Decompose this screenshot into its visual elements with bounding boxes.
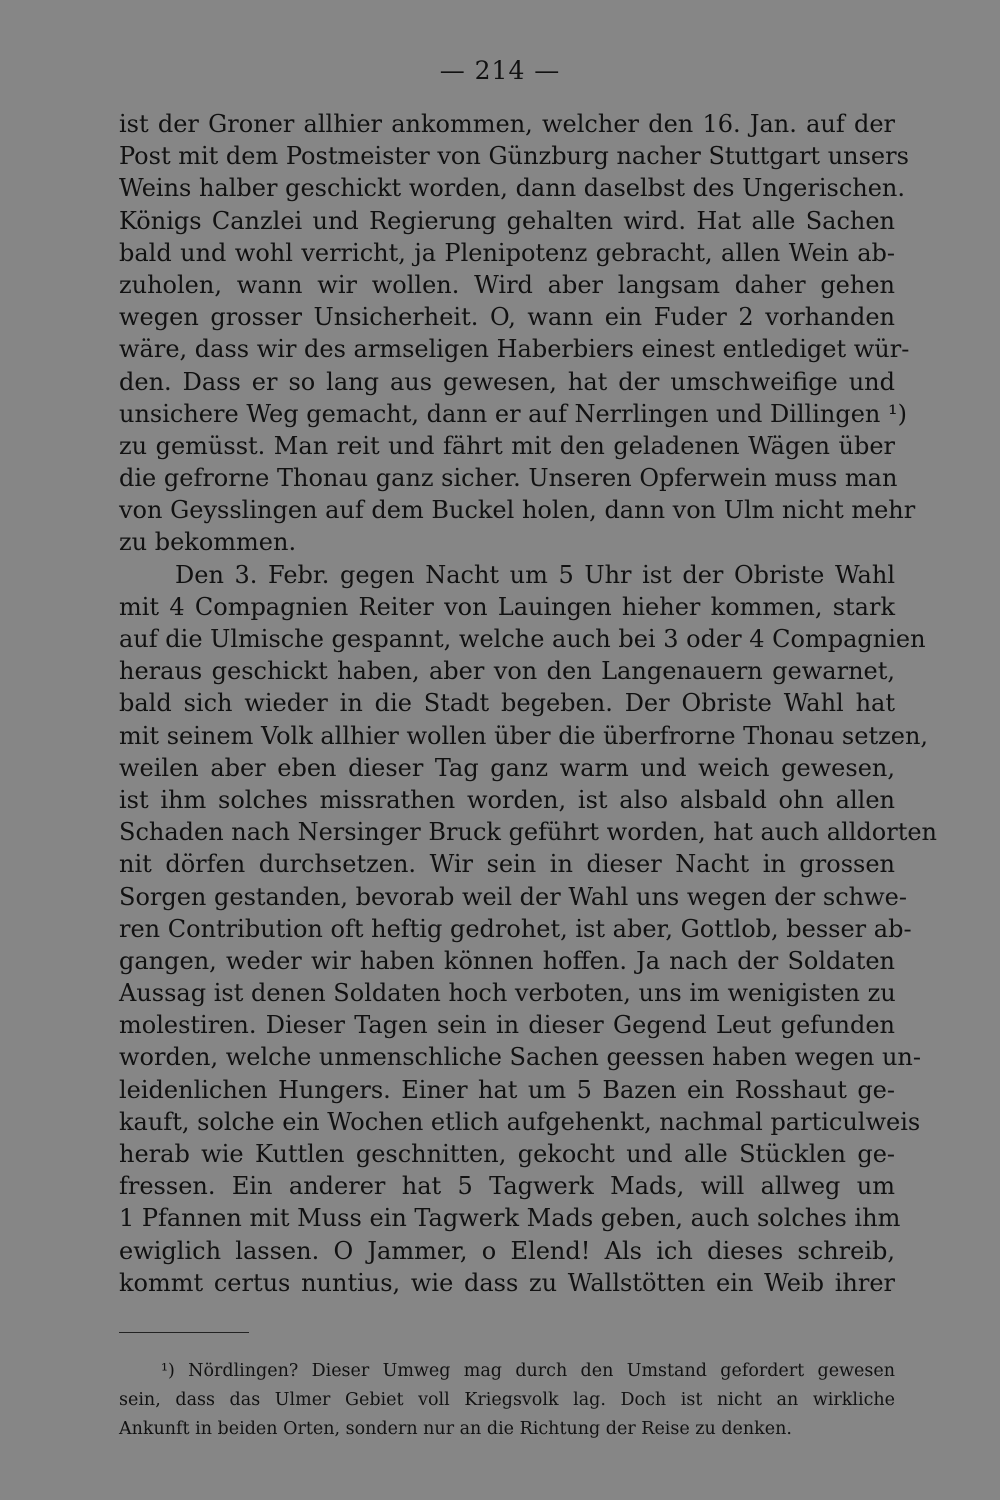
text-line: Schaden nach Nersinger Bruck geführt worden, hat auch alldorten (119, 818, 938, 847)
text-line: zu bekommen. (119, 528, 297, 557)
text-line: gangen, weder wir haben können hoffen. Ja nach der Soldaten (119, 946, 895, 975)
body-text (119, 108, 938, 1299)
text-line: Den 3. Febr. gegen Nacht um 5 Uhr ist der Obriste Wahl (175, 560, 895, 589)
text-line: ist der Groner allhier ankommen, welcher den 16. Jan. auf der (119, 110, 895, 138)
text-line: fressen. Ein anderer hat 5 Tagwerk Mads, will allweg um (119, 1172, 895, 1201)
text-line: weilen aber eben dieser Tag ganz warm und weich gewesen, (119, 753, 895, 782)
text-line: die gefrorne Thonau ganz sicher. Unseren Opferwein muss man (119, 464, 898, 493)
text-line: mit seinem Volk allhier wollen über die überfrorne Thonau setzen, (119, 721, 929, 750)
text-line: von Geysslingen auf dem Buckel holen, dann von Ulm nicht mehr (119, 496, 916, 525)
text-line: zuholen, wann wir wollen. Wird aber langsam daher gehen (119, 270, 895, 299)
text-line: wegen grosser Unsicherheit. O, wann ein Fuder 2 vorhanden (119, 303, 895, 332)
text-line: worden, welche unmenschliche Sachen geessen haben wegen un- (119, 1043, 921, 1072)
footnote-line: sein, dass das Ulmer Gebiet voll Kriegsvolk lag. Doch ist nicht an wirkliche (119, 1390, 895, 1410)
text-line: bald sich wieder in die Stadt begeben. Der Obriste Wahl hat (119, 689, 895, 718)
text-line: herab wie Kuttlen geschnitten, gekocht und alle Stücklen ge- (119, 1140, 895, 1168)
text-line: 1 Pfannen mit Muss ein Tagwerk Mads geben, auch solches ihm (119, 1204, 901, 1233)
text-line: mit 4 Compagnien Reiter von Lauingen hieher kommen, stark (119, 592, 895, 621)
text-line: unsichere Weg gemacht, dann er auf Nerrlingen und Dillingen ¹) (119, 399, 908, 428)
text-line: Königs Canzlei und Regierung gehalten wird. Hat alle Sachen (119, 206, 895, 235)
text-line: zu gemüsst. Man reit und fährt mit den geladenen Wägen über (119, 431, 895, 460)
text-line: Post mit dem Postmeister von Günzburg nacher Stuttgart unsers (119, 142, 909, 171)
text-line: Aussag ist denen Soldaten hoch verboten, uns im wenigisten zu (119, 979, 896, 1008)
text-line: ren Contribution oft heftig gedrohet, ist aber, Gottlob, besser ab- (119, 914, 912, 943)
text-line: den. Dass er so lang aus gewesen, hat der umschweifige und (119, 367, 895, 396)
page-number: — 214 — (439, 56, 561, 85)
text-line: auf die Ulmische gespannt, welche auch bei 3 oder 4 Compagnien (119, 625, 926, 653)
text-line: kommt certus nuntius, wie dass zu Wallstötten ein Weib ihrer (119, 1268, 895, 1297)
text-line: ist ihm solches missrathen worden, ist also alsbald ohn allen (119, 785, 895, 814)
text-line: ewiglich lassen. O Jammer, o Elend! Als ich dieses schreib, (119, 1236, 895, 1265)
text-line: leidenlichen Hungers. Einer hat um 5 Bazen ein Rosshaut ge- (119, 1075, 895, 1104)
text-line: nit dörfen durchsetzen. Wir sein in dieser Nacht in grossen (119, 850, 895, 879)
text-line: wäre, dass wir des armseligen Haberbiers einest entlediget wür- (119, 335, 910, 364)
footnotes (119, 1357, 895, 1444)
text-line: molestiren. Dieser Tagen sein in dieser Gegend Leut gefunden (119, 1011, 895, 1040)
text-line: heraus geschickt haben, aber von den Langenauern gewarnet, (119, 657, 895, 686)
footnote-separator (119, 1332, 249, 1333)
text-line: bald und wohl verricht, ja Plenipotenz gebracht, allen Wein ab- (119, 238, 895, 267)
text-line: Sorgen gestanden, bevorab weil der Wahl uns wegen der schwe- (119, 882, 907, 911)
text-line: Weins halber geschickt worden, dann daselbst des Ungerischen. (119, 174, 906, 203)
footnote-line: ¹) Nördlingen? Dieser Umweg mag durch den Umstand gefordert gewesen (161, 1361, 895, 1381)
footnote-line: Ankunft in beiden Orten, sondern nur an die Richtung der Reise zu denken. (119, 1419, 792, 1439)
text-line: kauft, solche ein Wochen etlich aufgehenkt, nachmal particulweis (119, 1107, 921, 1136)
